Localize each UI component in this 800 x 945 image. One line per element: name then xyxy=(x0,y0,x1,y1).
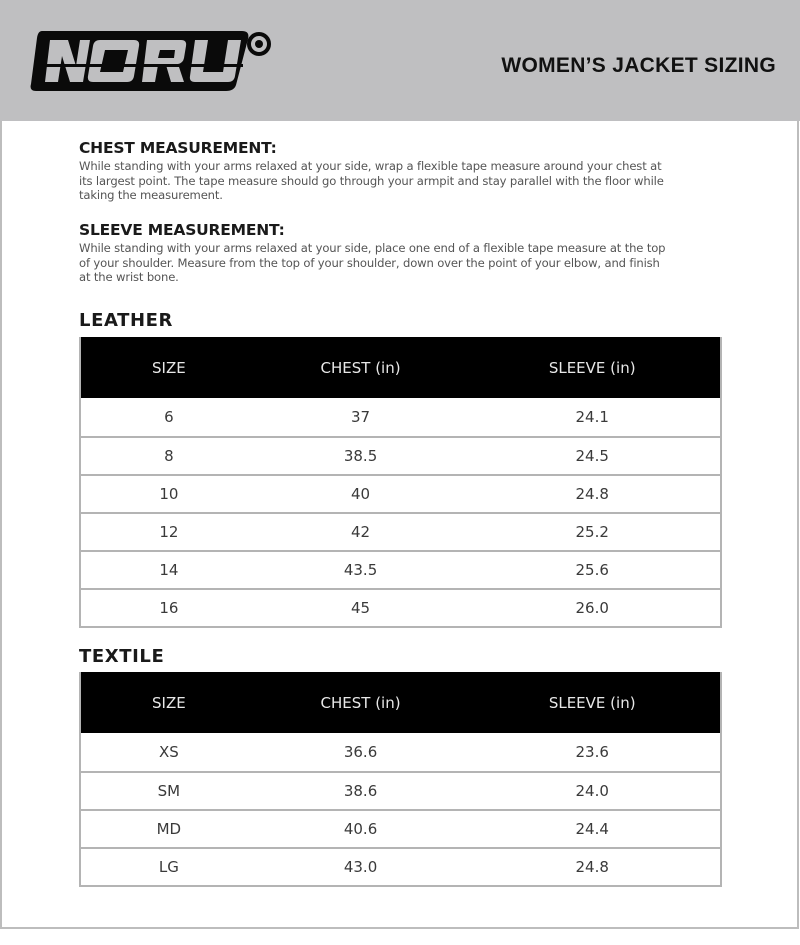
table-row xyxy=(81,398,720,436)
sleeve-text-line: of your shoulder. Measure from the top of your shoulder, down over the point of your elbow, and finish xyxy=(79,255,660,270)
sleeve-cell: 24.0 xyxy=(575,782,609,800)
sleeve-cell: 23.6 xyxy=(575,743,609,761)
chest-text-line: While standing with your arms relaxed at your side, wrap a flexible tape measure around your chest at xyxy=(79,159,662,173)
table-row xyxy=(81,771,720,809)
table-row xyxy=(81,809,720,847)
chest-cell: 40.6 xyxy=(343,820,378,838)
chest-cell: 43.5 xyxy=(343,561,378,579)
sleeve-cell: 24.8 xyxy=(575,485,609,503)
sleeve-cell: 25.6 xyxy=(575,561,609,579)
sleeve-measurement-heading: SLEEVE MEASUREMENT: xyxy=(79,221,285,239)
chest-cell: 37 xyxy=(351,408,371,426)
column-header-size: SIZE xyxy=(152,358,186,377)
size-cell: 8 xyxy=(164,447,174,465)
chest-cell: 45 xyxy=(351,599,371,617)
table-header-row xyxy=(81,337,720,398)
table-row xyxy=(81,550,720,588)
size-cell: 12 xyxy=(159,523,179,541)
size-cell: 14 xyxy=(159,561,179,579)
sleeve-cell: 24.1 xyxy=(575,408,609,426)
size-cell: 16 xyxy=(159,599,179,617)
sleeve-cell: 24.8 xyxy=(575,858,609,876)
column-header-size: SIZE xyxy=(152,693,186,712)
size-cell: LG xyxy=(158,858,179,876)
table-row xyxy=(81,847,720,885)
page-title: WOMEN’S JACKET SIZING xyxy=(501,54,776,77)
chest-cell: 43.0 xyxy=(343,858,378,876)
table-row xyxy=(81,474,720,512)
leather-size-table xyxy=(79,337,722,628)
chest-measurement-heading: CHEST MEASUREMENT: xyxy=(79,139,277,157)
table-body xyxy=(81,733,720,885)
table-row xyxy=(81,588,720,626)
sleeve-cell: 26.0 xyxy=(575,599,609,617)
sleeve-text-line: at the wrist bone. xyxy=(79,270,179,284)
sleeve-text-line: While standing with your arms relaxed at your side, place one end of a flexible tape measure at the top xyxy=(79,241,666,255)
sleeve-cell: 24.5 xyxy=(575,447,609,465)
table-row xyxy=(81,733,720,771)
size-cell: XS xyxy=(158,743,179,761)
chest-text-line: its largest point. The tape measure should go through your armpit and stay parallel with the floor while xyxy=(79,173,664,188)
sleeve-cell: 25.2 xyxy=(575,523,609,541)
chest-text-line: taking the measurement. xyxy=(79,188,223,202)
column-header-chest: CHEST (in) xyxy=(320,358,401,377)
chest-cell: 36.6 xyxy=(343,743,378,761)
sleeve-cell: 24.4 xyxy=(575,820,609,838)
table-body xyxy=(81,398,720,626)
textile-size-table xyxy=(79,672,722,887)
textile-table-title: TEXTILE xyxy=(79,646,165,667)
header-band xyxy=(0,0,800,121)
size-cell: MD xyxy=(156,820,182,838)
table-header-row xyxy=(81,672,720,733)
column-header-sleeve: SLEEVE (in) xyxy=(548,358,636,377)
chest-measurement-text xyxy=(79,159,729,203)
table-row xyxy=(81,436,720,474)
chest-cell: 40 xyxy=(351,485,371,503)
noru-logo xyxy=(28,28,274,94)
sleeve-measurement-text xyxy=(79,241,729,285)
leather-table-title: LEATHER xyxy=(79,310,173,331)
chest-cell: 42 xyxy=(351,523,371,541)
table-row xyxy=(81,512,720,550)
chest-cell: 38.6 xyxy=(343,782,378,800)
size-cell: SM xyxy=(157,782,181,800)
size-cell: 6 xyxy=(164,408,174,426)
column-header-sleeve: SLEEVE (in) xyxy=(548,693,636,712)
size-cell: 10 xyxy=(159,485,179,503)
column-header-chest: CHEST (in) xyxy=(320,693,401,712)
chest-cell: 38.5 xyxy=(343,447,378,465)
